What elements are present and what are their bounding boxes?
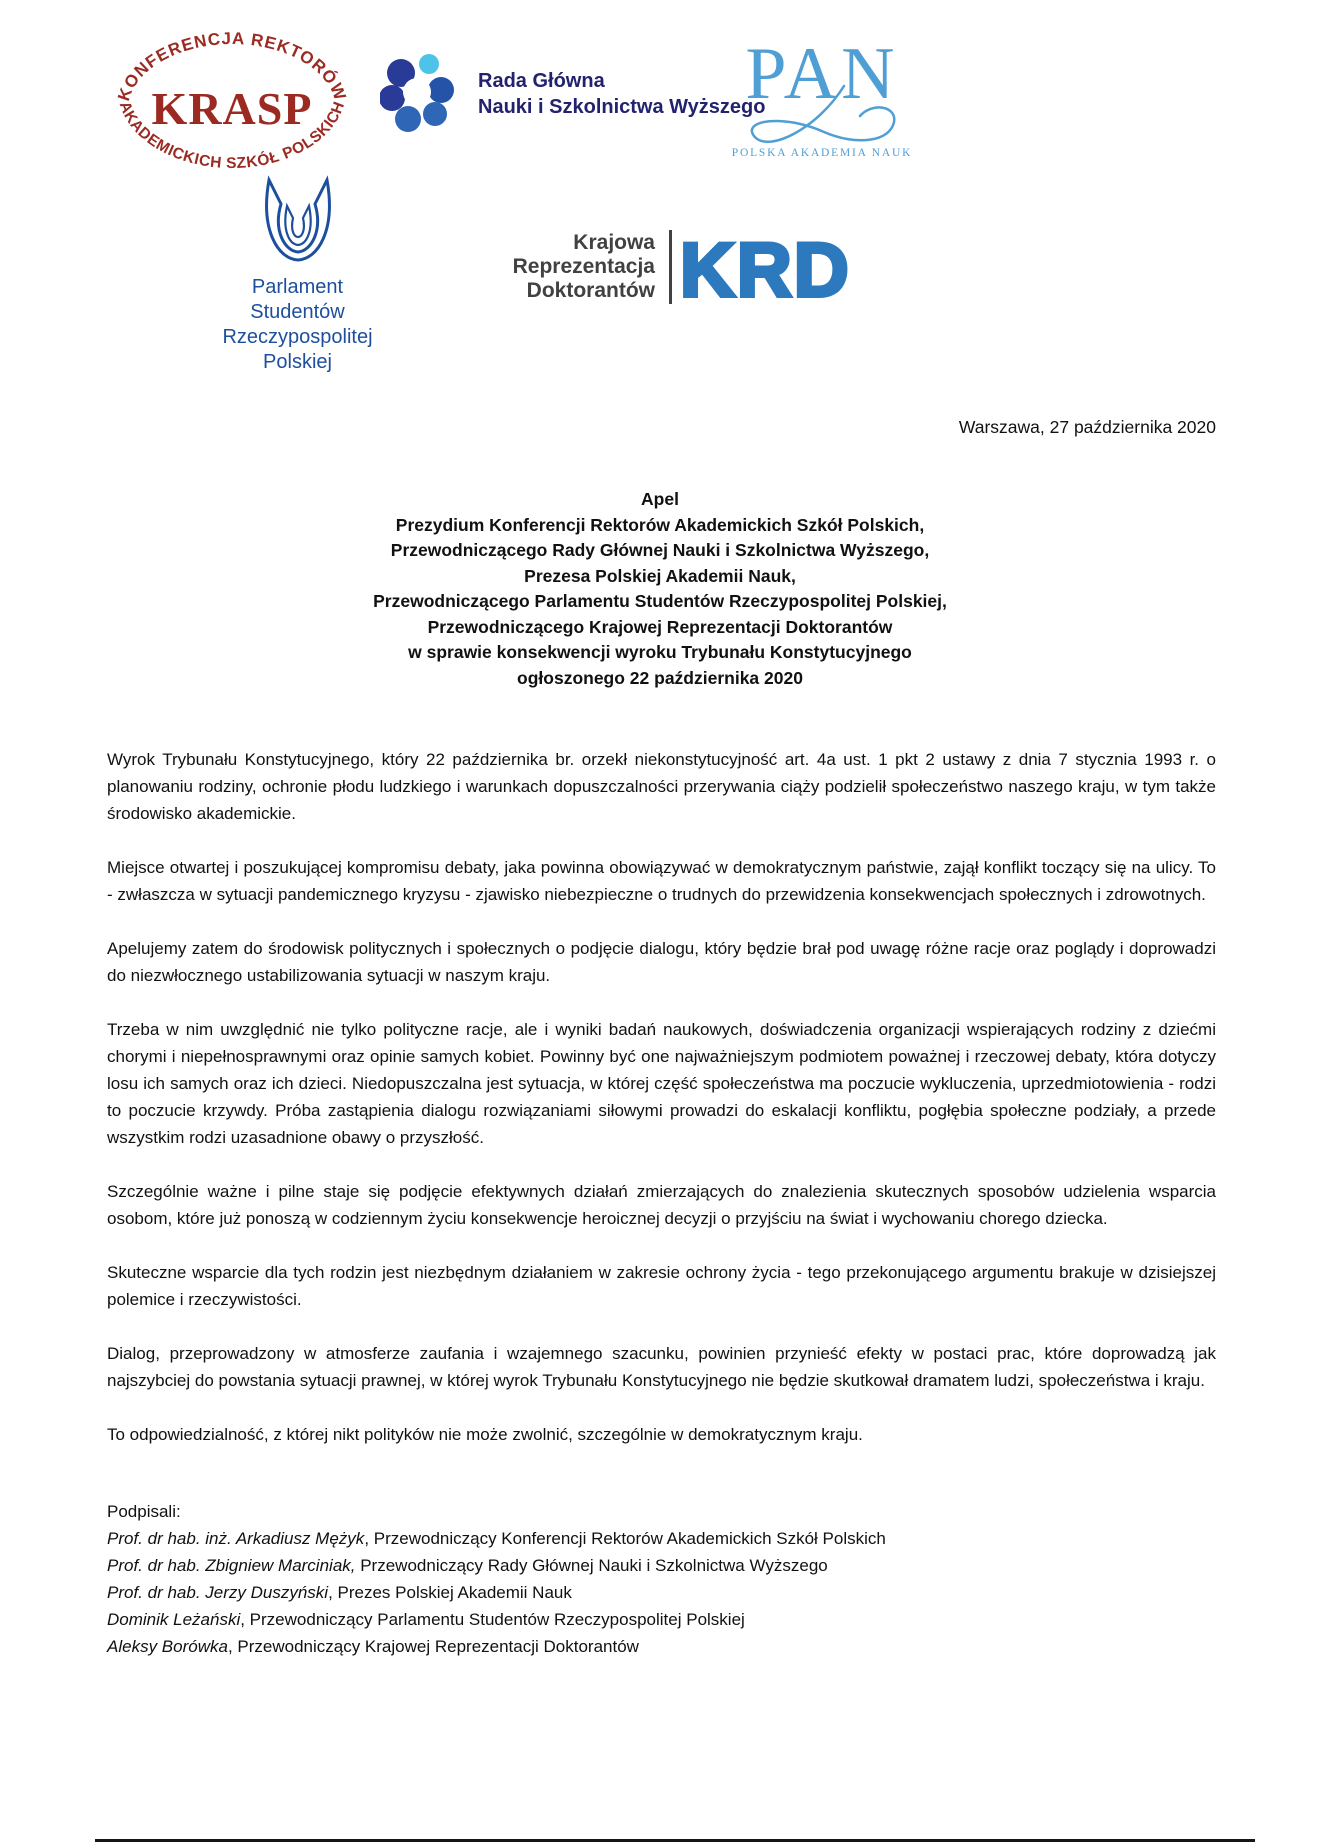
rgnisw-flower-icon [380,52,456,136]
title-line: Przewodniczącego Krajowej Reprezentacji Doktorantów [427,616,893,637]
title-line: Apel [641,489,679,509]
krd-name [480,231,655,303]
krd-name-line1: Krajowa [573,231,655,254]
body-paragraph: Apelujemy zatem do środowisk politycznych i społecznych o podjęcie dialogu, który będzie brał pod uwagę różne racje oraz poglądy i doprowadzi do niezwłocznego ustabilizowania sytuacji w naszym kraju. [107,939,1216,985]
title-line: w sprawie konsekwencji wyroku Trybunału Konstytucyjnego [408,642,912,662]
krd-acronym-text: KRD [680,228,851,312]
rgnisw-name-line1: Rada Główna [478,70,605,92]
letterhead [0,0,1320,373]
title-line: Przewodniczącego Parlamentu Studentów Rzeczypospolitej Polskiej, [373,591,947,611]
signatures-section [0,1498,1320,1660]
psrp-eagle-icon [254,174,342,266]
psrp-name-line1: Parlament Studentów [250,276,345,323]
signatory-role: , Prezes Polskiej Akademii Nauk [328,1583,572,1602]
signatory-name: Prof. dr hab. Jerzy Duszyński [107,1583,329,1602]
signature-line [107,1606,1216,1633]
body-paragraph: Szczególnie ważne i pilne staje się podjęcie efektywnych działań zmierzających do znalezienia skutecznych sposobów udzielenia wsparcia osobom, które już ponoszą w codziennym życiu konsekwencje heroicznej decyzji o przyjściu na świat i wychowaniu chorego dziecka. [107,1182,1216,1228]
signatory-name: Prof. dr hab. Zbigniew Marciniak, [107,1556,356,1575]
signatory-name: Aleksy Borówka [107,1637,228,1656]
krasp-logo [112,26,352,178]
signature-line [107,1633,1216,1660]
title-line: ogłoszonego 22 października 2020 [517,667,803,688]
pan-caption-text: POLSKA AKADEMIA NAUK [732,147,912,159]
rgnisw-logo [380,52,765,136]
body-paragraph: Wyrok Trybunału Konstytucyjnego, który 22 października br. orzekł niekonstytucyjność art. 4a ust. 1 pkt 2 ustawy z dnia 7 stycznia 1993 r. o planowaniu rodziny, ochronie płodu ludzkiego i warunkach dopuszczalności przerywania ciąży podzielił społeczeństwo naszego kraju, w tym także środowisko akademickie. [107,750,1216,823]
rgnisw-name [478,52,765,120]
signature-line [107,1552,1216,1579]
signatory-role: , Przewodniczący Konferencji Rektorów Akademickich Szkół Polskich [364,1529,886,1548]
pan-icon [732,28,912,162]
signatory-role: , Przewodniczący Parlamentu Studentów Rzeczypospolitej Polskiej [240,1610,745,1629]
psrp-logo [205,174,390,375]
date-line: Warszawa, 27 października 2020 [958,417,1216,437]
pan-logo [732,28,912,167]
krasp-arc-top-text: KONFERENCJA REKTORÓW [114,28,350,104]
psrp-name [205,275,390,375]
signatory-name: Dominik Leżański [107,1610,241,1629]
signatory-name: Prof. dr hab. inż. Arkadiusz Mężyk [107,1529,365,1548]
title-line: Prezydium Konferencji Rektorów Akademickich Szkół Polskich, [395,514,925,535]
title-line: Przewodniczącego Rady Głównej Nauki i Szkolnictwa Wyższego, [390,540,930,560]
letter-body [0,746,1320,1448]
body-paragraph: To odpowiedzialność, z której nikt polityków nie może zwolnić, szczególnie w demokratycznym kraju. [107,1425,863,1444]
body-paragraph: Skuteczne wsparcie dla tych rodzin jest niezbędnym działaniem w zakresie ochrony życia - tego przekonującego argumentu brakuje w dzisiejszej polemice i rzeczywistości. [107,1263,1216,1309]
title-line: Prezesa Polskiej Akademii Nauk, [524,565,796,586]
krasp-seal-icon [112,26,352,178]
psrp-name-line2: Rzeczypospolitej Polskiej [222,326,373,373]
pan-acronym-text: PAN [745,33,899,115]
signatory-role: Przewodniczący Rady Głównej Nauki i Szkolnictwa Wyższego [355,1556,828,1575]
krd-separator [669,230,672,304]
signature-line [107,1525,1216,1552]
krd-acronym-icon [680,222,900,312]
body-paragraph: Miejsce otwartej i poszukującej kompromisu debaty, jaka powinna obowiązywać w demokratycznym państwie, zajął konflikt toczący się na ulicy. To - zwłaszcza w sytuacji pandemicznego kryzysu - zjawisko niebezpieczne o trudnych do przewidzenia konsekwencjach społecznych i zdrowotnych. [107,858,1216,904]
signatures-label: Podpisali: [107,1502,181,1521]
krasp-acronym-text: KRASP [151,83,313,134]
krasp-arc-bottom-text: AKADEMICKICH SZKÓŁ POLSKICH [115,99,349,173]
letter-title [0,487,1320,691]
signatory-role: , Przewodniczący Krajowej Reprezentacji Doktorantów [227,1637,639,1656]
krd-name-line3: Doktorantów [526,279,655,302]
rgnisw-name-line2: Nauki i Szkolnictwa Wyższego [478,96,766,118]
signature-line [107,1579,1216,1606]
krd-name-line2: Reprezentacja [512,255,655,278]
body-paragraph: Dialog, przeprowadzony w atmosferze zaufania i wzajemnego szacunku, powinien przynieść efekty w postaci prac, które doprowadzą jak najszybciej do powstania sytuacji prawnej, w której wyrok Trybunału Konstytucyjnego nie będzie skutkował dramatem ludzi, społeczeństwa i kraju. [107,1344,1216,1390]
body-paragraph: Trzeba w nim uwzględnić nie tylko polityczne racje, ale i wyniki badań naukowych, doświadczenia organizacji wspierających rodziny z dziećmi chorymi i niepełnosprawnymi oraz opinie samych kobiet. Powinny być one najważniejszym podmiotem poważnej i rzeczowej debaty, która dotyczy losu ich samych oraz ich dzieci. Niedopuszczalna jest sytuacja, w której część społeczeństwa ma poczucie wykluczenia, uprzedmiotowienia - rodzi to poczucie krzywdy. Próba zastąpienia dialogu rozwiązaniami siłowymi prowadzi do eskalacji konfliktu, pogłębia społeczne podziały, a przede wszystkim rodzi uzasadnione obawy o przyszłość. [107,1020,1216,1147]
krd-logo [480,222,900,312]
